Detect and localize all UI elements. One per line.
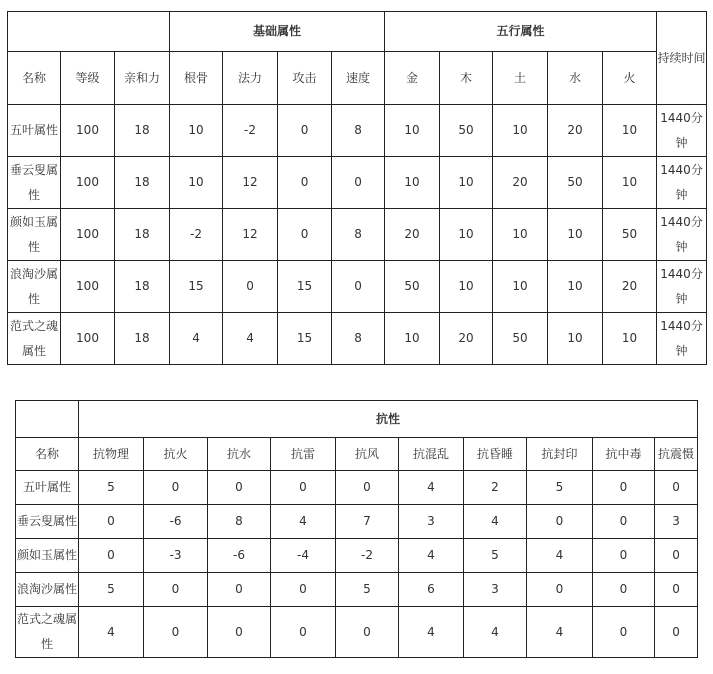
- table-cell: 五叶属性: [8, 105, 61, 157]
- table-cell: 10: [170, 157, 223, 209]
- table-cell: 8: [332, 313, 385, 365]
- five-elements-header: 五行属性: [385, 12, 657, 52]
- table-cell: 0: [144, 607, 208, 658]
- table-cell: 8: [208, 505, 271, 539]
- basic-attributes-header: 基础属性: [170, 12, 385, 52]
- table-cell: 20: [603, 261, 657, 313]
- table-cell: 浪淘沙属性: [8, 261, 61, 313]
- table-cell: 15: [278, 261, 332, 313]
- table-cell: 12: [223, 209, 278, 261]
- table-cell: 0: [208, 573, 271, 607]
- table-cell: 4: [223, 313, 278, 365]
- table-cell: -3: [144, 539, 208, 573]
- table-cell: 8: [332, 105, 385, 157]
- empty-corner-cell: [8, 12, 170, 52]
- column-header: 名称: [16, 438, 79, 471]
- table-cell: 10: [385, 313, 440, 365]
- table-cell: 5: [464, 539, 527, 573]
- table-cell: 10: [493, 105, 548, 157]
- table-cell: 100: [61, 261, 115, 313]
- column-header: 抗雷: [271, 438, 336, 471]
- column-header: 抗震慑: [655, 438, 698, 471]
- table-cell: 范式之魂属性: [16, 607, 79, 658]
- column-header: 抗物理: [79, 438, 144, 471]
- table-cell: 0: [223, 261, 278, 313]
- table-cell: 6: [399, 573, 464, 607]
- table-cell: -6: [144, 505, 208, 539]
- column-header: 抗混乱: [399, 438, 464, 471]
- table-cell: 10: [493, 209, 548, 261]
- table-cell: 垂云叟属性: [8, 157, 61, 209]
- table-row: [8, 313, 707, 365]
- table-cell: 0: [144, 471, 208, 505]
- table-cell: 50: [385, 261, 440, 313]
- table-cell: 100: [61, 313, 115, 365]
- table-cell: 15: [278, 313, 332, 365]
- table-cell: 5: [527, 471, 593, 505]
- table-cell: 0: [336, 471, 399, 505]
- table-cell: 1440分钟: [657, 261, 707, 313]
- table-cell: 18: [115, 157, 170, 209]
- table-cell: 20: [440, 313, 493, 365]
- table-cell: 0: [271, 471, 336, 505]
- pet-attributes-table: [7, 11, 707, 365]
- table-cell: 18: [115, 261, 170, 313]
- table-cell: 10: [548, 313, 603, 365]
- table-cell: 12: [223, 157, 278, 209]
- table-cell: 浪淘沙属性: [16, 573, 79, 607]
- table-row: [16, 505, 698, 539]
- column-header: 根骨: [170, 52, 223, 105]
- table-cell: 4: [399, 607, 464, 658]
- table-cell: 0: [79, 505, 144, 539]
- table-cell: 五叶属性: [16, 471, 79, 505]
- table-cell: 10: [603, 105, 657, 157]
- table-cell: 1440分钟: [657, 157, 707, 209]
- column-header: 名称: [8, 52, 61, 105]
- table-cell: 0: [655, 539, 698, 573]
- table-cell: 0: [655, 573, 698, 607]
- column-header: 金: [385, 52, 440, 105]
- table-cell: 50: [493, 313, 548, 365]
- table-cell: 15: [170, 261, 223, 313]
- column-header: 抗水: [208, 438, 271, 471]
- table-cell: 3: [655, 505, 698, 539]
- column-header: 等级: [61, 52, 115, 105]
- table-cell: 0: [208, 607, 271, 658]
- table-cell: 0: [79, 539, 144, 573]
- table-cell: -6: [208, 539, 271, 573]
- table-cell: 20: [493, 157, 548, 209]
- table-cell: 0: [144, 573, 208, 607]
- table-cell: 10: [603, 157, 657, 209]
- table-cell: 10: [603, 313, 657, 365]
- table-cell: -4: [271, 539, 336, 573]
- table-cell: 4: [399, 539, 464, 573]
- table-cell: 18: [115, 209, 170, 261]
- column-header: 攻击: [278, 52, 332, 105]
- table-cell: 4: [464, 607, 527, 658]
- table-row: [16, 539, 698, 573]
- table-cell: 7: [336, 505, 399, 539]
- pet-resistances-table: [15, 400, 698, 658]
- group-header-row: [16, 401, 698, 438]
- table-row: [16, 607, 698, 658]
- table-cell: 10: [385, 157, 440, 209]
- table-cell: 0: [655, 607, 698, 658]
- table-cell: 50: [548, 157, 603, 209]
- table-cell: -2: [223, 105, 278, 157]
- table-cell: 0: [278, 105, 332, 157]
- column-header: 水: [548, 52, 603, 105]
- table-cell: 18: [115, 105, 170, 157]
- table-cell: 0: [271, 607, 336, 658]
- column-header: 木: [440, 52, 493, 105]
- table-cell: 50: [603, 209, 657, 261]
- table-cell: 0: [593, 471, 655, 505]
- table-cell: 0: [527, 505, 593, 539]
- table-cell: 5: [79, 471, 144, 505]
- table-cell: 10: [440, 209, 493, 261]
- table-cell: 0: [332, 261, 385, 313]
- column-header: 抗火: [144, 438, 208, 471]
- table-cell: 8: [332, 209, 385, 261]
- column-header: 土: [493, 52, 548, 105]
- column-header: 速度: [332, 52, 385, 105]
- table-cell: 4: [399, 471, 464, 505]
- table-cell: 10: [440, 157, 493, 209]
- table-cell: 0: [593, 505, 655, 539]
- table-cell: 颜如玉属性: [16, 539, 79, 573]
- table-cell: 2: [464, 471, 527, 505]
- table-cell: 0: [278, 209, 332, 261]
- table-cell: 1440分钟: [657, 209, 707, 261]
- table-cell: 18: [115, 313, 170, 365]
- duration-header: 持续时间: [657, 12, 707, 105]
- table-cell: 4: [527, 607, 593, 658]
- column-header: 火: [603, 52, 657, 105]
- column-header: 法力: [223, 52, 278, 105]
- column-header: 抗昏睡: [464, 438, 527, 471]
- column-header: 抗中毒: [593, 438, 655, 471]
- table-cell: 0: [278, 157, 332, 209]
- empty-corner-cell: [16, 401, 79, 438]
- table-cell: 4: [527, 539, 593, 573]
- table-cell: 0: [655, 471, 698, 505]
- table-row: [8, 209, 707, 261]
- table-row: [16, 573, 698, 607]
- table-cell: 20: [385, 209, 440, 261]
- table-row: [8, 105, 707, 157]
- table-cell: -2: [336, 539, 399, 573]
- group-header-row: [8, 12, 707, 52]
- table-cell: 0: [271, 573, 336, 607]
- table-cell: 10: [440, 261, 493, 313]
- table-cell: 范式之魂属性: [8, 313, 61, 365]
- table-cell: 0: [336, 607, 399, 658]
- table-cell: 0: [527, 573, 593, 607]
- table-cell: 1440分钟: [657, 313, 707, 365]
- table-cell: 4: [170, 313, 223, 365]
- column-header: 亲和力: [115, 52, 170, 105]
- table-cell: 100: [61, 209, 115, 261]
- table-cell: 10: [385, 105, 440, 157]
- resistance-header: 抗性: [79, 401, 698, 438]
- table-cell: 10: [548, 261, 603, 313]
- table-cell: 5: [79, 573, 144, 607]
- table-cell: 0: [208, 471, 271, 505]
- column-header: 抗封印: [527, 438, 593, 471]
- table-cell: 4: [464, 505, 527, 539]
- table-cell: 10: [493, 261, 548, 313]
- table-cell: 10: [170, 105, 223, 157]
- table-cell: 5: [336, 573, 399, 607]
- table-cell: 10: [548, 209, 603, 261]
- table-cell: 20: [548, 105, 603, 157]
- table-cell: 4: [79, 607, 144, 658]
- table-cell: -2: [170, 209, 223, 261]
- table-cell: 0: [332, 157, 385, 209]
- table-cell: 0: [593, 539, 655, 573]
- table-cell: 100: [61, 105, 115, 157]
- table-cell: 3: [464, 573, 527, 607]
- column-header: 抗风: [336, 438, 399, 471]
- table-cell: 1440分钟: [657, 105, 707, 157]
- table-cell: 50: [440, 105, 493, 157]
- column-header-row: [8, 52, 707, 105]
- table-row: [16, 471, 698, 505]
- table-cell: 0: [593, 607, 655, 658]
- table-cell: 3: [399, 505, 464, 539]
- table-cell: 100: [61, 157, 115, 209]
- column-header-row: [16, 438, 698, 471]
- table-cell: 4: [271, 505, 336, 539]
- table-row: [8, 157, 707, 209]
- table-cell: 垂云叟属性: [16, 505, 79, 539]
- table-cell: 颜如玉属性: [8, 209, 61, 261]
- table-row: [8, 261, 707, 313]
- table-cell: 0: [593, 573, 655, 607]
